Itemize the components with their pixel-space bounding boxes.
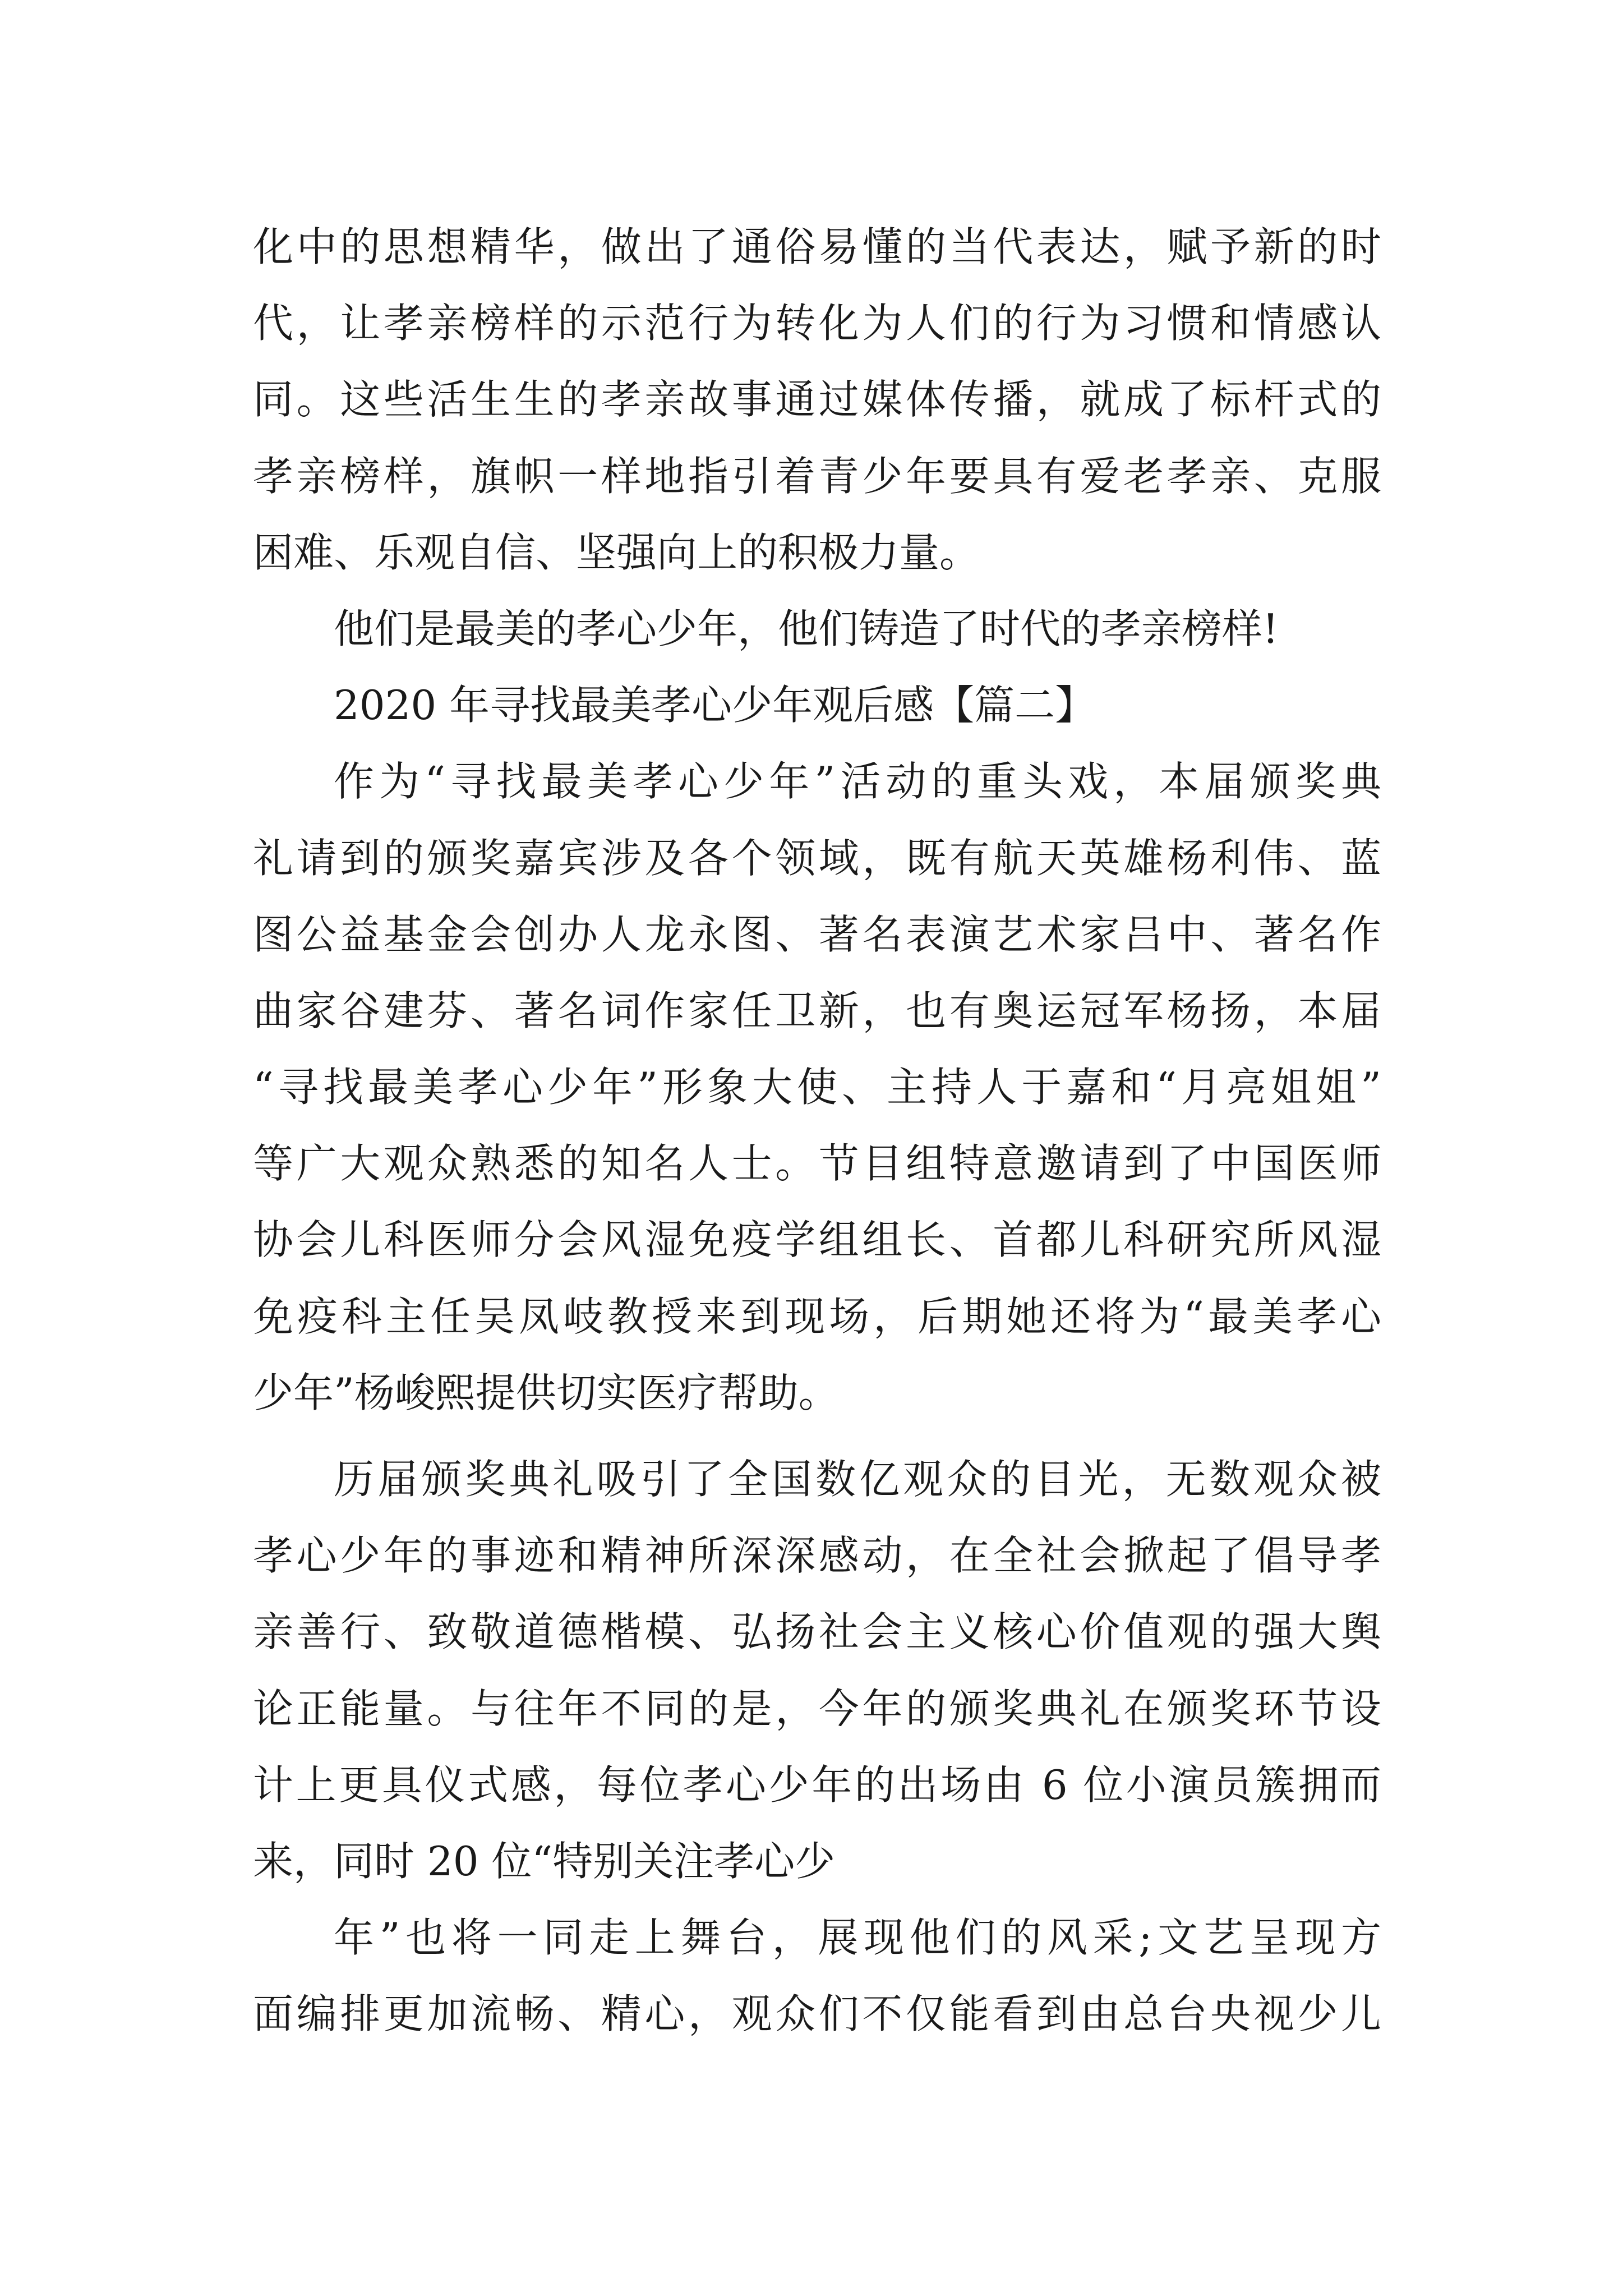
paragraph-1 xyxy=(253,209,1381,591)
document-body xyxy=(253,209,1381,2053)
text-line: 论正能量。与往年不同的是，今年的颁奖典礼在颁奖环节设 xyxy=(253,1685,1381,1732)
text-line: 面编排更加流畅、精心，观众们不仅能看到由总台央视少儿 xyxy=(253,1990,1381,2038)
paragraph-spacing xyxy=(253,1431,1381,1441)
text-line: 协会儿科医师分会风湿免疫学组组长、首都儿科研究所风湿 xyxy=(253,1216,1381,1264)
text-line: 免疫科主任吴凤岐教授来到现场，后期她还将为“最美孝心 xyxy=(253,1292,1381,1340)
section-heading: 2020 年寻找最美孝心少年观后感【篇二】 xyxy=(334,682,1096,729)
paragraph-5 xyxy=(253,1899,1381,2052)
text-line: 化中的思想精华，做出了通俗易懂的当代表达，赋予新的时 xyxy=(253,223,1381,270)
text-line: 图公益基金会创办人龙永图、著名表演艺术家吕中、著名作 xyxy=(253,910,1381,958)
text-line: 少年”杨峻熙提供切实医疗帮助。 xyxy=(253,1369,839,1416)
text-line: 礼请到的颁奖嘉宾涉及各个领域，既有航天英雄杨利伟、蓝 xyxy=(253,834,1381,882)
paragraph-3 xyxy=(253,743,1381,1431)
text-line: 代，让孝亲榜样的示范行为转化为人们的行为习惯和情感认 xyxy=(253,300,1381,347)
text-line: 计上更具仪式感，每位孝心少年的出场由 6 位小演员簇拥而 xyxy=(253,1761,1381,1809)
paragraph-4 xyxy=(253,1441,1381,1899)
text-line: 同。这些活生生的孝亲故事通过媒体传播，就成了标杆式的 xyxy=(253,376,1381,424)
text-line: 困难、乐观自信、坚强向上的积极力量。 xyxy=(253,528,980,576)
text-line: 来，同时 20 位“特别关注孝心少 xyxy=(253,1837,836,1885)
text-line: 年”也将一同走上舞台，展现他们的风采;文艺呈现方 xyxy=(334,1914,1381,1962)
text-line: “寻找最美孝心少年”形象大使、主持人于嘉和“月亮姐姐” xyxy=(253,1064,1381,1111)
text-line: 曲家谷建芬、著名词作家任卫新，也有奥运冠军杨扬，本届 xyxy=(253,987,1381,1034)
text-line: 孝亲榜样，旗帜一样地指引着青少年要具有爱老孝亲、克服 xyxy=(253,452,1381,500)
text-line: 历届颁奖典礼吸引了全国数亿观众的目光，无数观众被 xyxy=(334,1456,1381,1503)
text-line: 作为“寻找最美孝心少年”活动的重头戏，本届颁奖典 xyxy=(334,758,1381,806)
text-line: 亲善行、致敬道德楷模、弘扬社会主义核心价值观的强大舆 xyxy=(253,1608,1381,1656)
text-line: 孝心少年的事迹和精神所深深感动，在全社会掀起了倡导孝 xyxy=(253,1532,1381,1580)
text-line: 等广大观众熟悉的知名人士。节目组特意邀请到了中国医师 xyxy=(253,1140,1381,1188)
paragraph-2: 他们是最美的孝心少年，他们铸造了时代的孝亲榜样! xyxy=(334,605,1279,652)
